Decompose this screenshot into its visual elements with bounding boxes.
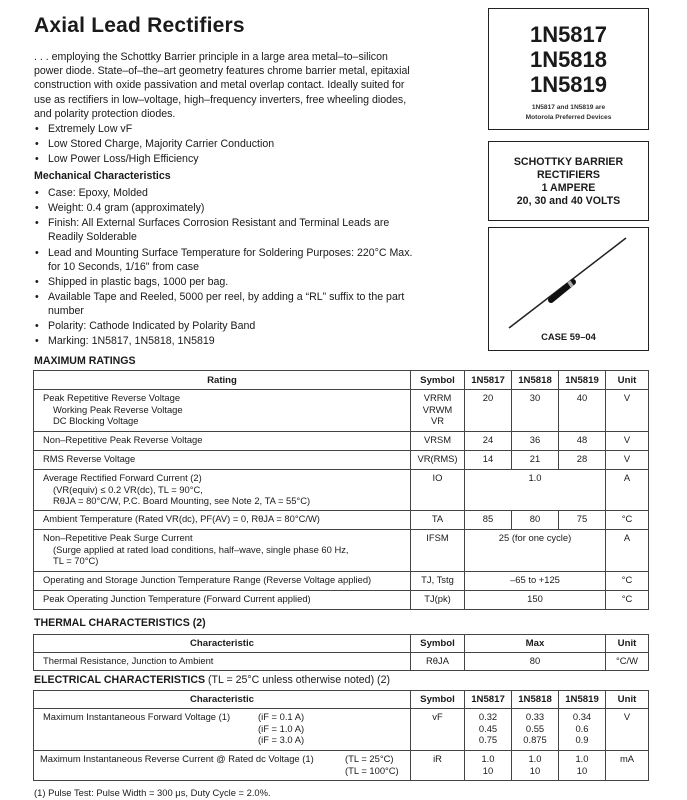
value-text: 0.875 [523,734,547,745]
symbol-cell: TA [411,511,465,530]
value-text: 0.55 [525,722,545,734]
rating-cell [34,530,411,572]
column-header: 1N5818 [512,691,559,709]
rating-cell: Peak Operating Junction Temperature (Forward Current applied) [34,591,411,610]
column-header: Symbol [411,371,465,390]
part-number-box [488,8,649,130]
condition-text: (TL = 25°C) [345,753,394,764]
value-cell: 14 [465,451,512,470]
symbol-cell: TJ(pk) [411,591,465,610]
rating-text: (Surge applied at rated load conditions, half–wave, single phase 60 Hz, [53,543,349,555]
value-text: 0.33 [525,711,545,722]
column-header: 1N5817 [465,371,512,390]
unit-cell: °C/W [606,653,649,671]
value-text: 1.0 [528,753,542,764]
symbol-cell: vF [411,709,465,751]
unit-cell: V [606,390,649,432]
footnote: (1) Pulse Test: Pulse Width = 300 μs, Duty Cycle = 2.0%. [34,787,271,798]
column-header: Symbol [411,691,465,709]
table-row [34,591,649,610]
value-text: 0.45 [478,722,498,734]
unit-cell: V [606,709,649,751]
rating-text: (VR(equiv) ≤ 0.2 VR(dc), TL = 90°C, [53,483,203,495]
value-cell: 80 [465,653,606,671]
summary-line: SCHOTTKY BARRIER [513,156,624,168]
symbol-cell: iR [411,751,465,781]
list-item: • Polarity: Cathode Indicated by Polarity Band [34,319,419,333]
symbol-cell: IO [411,470,465,511]
value-text: 0.6 [575,722,589,734]
list-item: • Low Power Loss/High Efficiency [34,152,274,166]
value-cell [559,709,606,751]
value-cell [465,751,512,781]
column-header: Unit [606,635,649,653]
summary-box [488,141,649,221]
rating-text: Working Peak Reverse Voltage [53,403,183,415]
condition-text: (iF = 3.0 A) [258,734,305,745]
table-row [34,451,649,470]
list-item: • Extremely Low vF [34,122,274,136]
preferred-note: 1N5817 and 1N5819 are [531,104,606,111]
rating-cell: Ambient Temperature (Rated VR(dc), PF(AV) = 0, RθJA = 80°C/W) [34,511,411,530]
value-cell [512,709,559,751]
table-header-row [34,635,649,653]
value-cell: 80 [512,511,559,530]
rating-text: Average Rectified Forward Current (2) [43,472,202,483]
column-header: 1N5818 [512,371,559,390]
value-cell [465,709,512,751]
column-header: 1N5819 [559,691,606,709]
value-cell: 30 [512,390,559,432]
column-header: 1N5819 [559,371,606,390]
max-ratings-heading: MAXIMUM RATINGS [34,355,136,367]
unit-cell: V [606,451,649,470]
symbol-cell: RθJA [411,653,465,671]
table-row [34,751,649,781]
value-cell [512,751,559,781]
summary-line: 1 AMPERE [541,182,596,194]
list-item: • Shipped in plastic bags, 1000 per bag. [34,275,419,289]
electrical-title: ELECTRICAL CHARACTERISTICS [34,674,206,686]
rating-text: TL = 70°C) [53,555,99,566]
value-text: 10 [482,764,494,776]
symbol-text: VR [430,415,445,426]
table-row [34,530,649,572]
value-text: 1.0 [575,753,589,764]
table-row [34,653,649,671]
column-header: Characteristic [34,635,411,653]
feature-list [34,122,274,168]
column-header: 1N5817 [465,691,512,709]
part-number: 1N5819 [529,72,608,97]
thermal-table [33,634,649,671]
value-text: 0.9 [575,734,589,745]
part-number: 1N5818 [529,47,608,72]
symbol-cell: VRSM [411,432,465,451]
rating-text: Non–Repetitive Peak Surge Current [43,532,193,543]
characteristic-cell [34,709,411,751]
case-label: CASE 59–04 [541,331,596,342]
value-cell: –65 to +125 [465,572,606,591]
condition-list [345,753,399,776]
value-cell: 20 [465,390,512,432]
preferred-note: Motorola Preferred Devices [525,114,612,121]
table-header-row [34,371,649,390]
characteristic-text: Maximum Instantaneous Forward Voltage (1) [43,711,231,722]
list-item: • Case: Epoxy, Molded [34,186,419,200]
value-cell: 28 [559,451,606,470]
rating-cell: Non–Repetitive Peak Reverse Voltage [34,432,411,451]
rating-cell: Operating and Storage Junction Temperature Range (Reverse Voltage applied) [34,572,411,591]
condition-text: (iF = 1.0 A) [258,722,305,734]
list-item: • Available Tape and Reeled, 5000 per reel, by adding a “RL” suffix to the part number [34,290,419,318]
list-item: • Weight: 0.4 gram (approximately) [34,201,419,215]
value-cell: 48 [559,432,606,451]
list-item: • Marking: 1N5817, 1N5818, 1N5819 [34,334,419,348]
rating-text: Peak Repetitive Reverse Voltage [43,392,181,403]
value-text: 0.32 [478,711,498,722]
part-number: 1N5817 [529,22,608,47]
thermal-heading: THERMAL CHARACTERISTICS (2) [34,617,206,629]
unit-cell: A [606,470,649,511]
table-row [34,511,649,530]
electrical-conditions: (TL = 25°C unless otherwise noted) (2) [208,674,390,686]
mechanical-heading: Mechanical Characteristics [34,170,171,182]
table-row [34,572,649,591]
electrical-table [33,690,649,781]
unit-cell: °C [606,572,649,591]
column-header: Unit [606,371,649,390]
rating-cell: RMS Reverse Voltage [34,451,411,470]
condition-list [258,711,304,746]
condition-text: (iF = 0.1 A) [258,711,305,722]
value-cell: 150 [465,591,606,610]
max-ratings-table [33,370,649,610]
unit-cell: °C [606,591,649,610]
symbol-cell: TJ, Tstg [411,572,465,591]
characteristic-cell [34,751,411,781]
column-header: Symbol [411,635,465,653]
value-text: 1.0 [481,753,495,764]
value-cell: 1.0 [465,470,606,511]
symbol-cell: VR(RMS) [411,451,465,470]
column-header: Characteristic [34,691,411,709]
column-header: Max [465,635,606,653]
rating-text: RθJA = 80°C/W, P.C. Board Mounting, see Note 2, TA = 55°C) [53,495,311,506]
case-drawing-box [488,227,649,351]
value-cell: 75 [559,511,606,530]
list-item: • Low Stored Charge, Majority Carrier Conduction [34,137,274,151]
value-cell: 85 [465,511,512,530]
summary-line: 20, 30 and 40 VOLTS [516,195,621,207]
value-cell: 40 [559,390,606,432]
table-header-row [34,691,649,709]
symbol-text: VRWM [422,403,453,415]
mechanical-list [34,186,419,350]
symbol-text: VRRM [423,392,452,403]
characteristic-cell: Thermal Resistance, Junction to Ambient [34,653,411,671]
rating-cell [34,470,411,511]
value-cell [559,751,606,781]
column-header: Unit [606,691,649,709]
unit-cell: °C [606,511,649,530]
unit-cell: V [606,432,649,451]
symbol-cell: IFSM [411,530,465,572]
value-text: 10 [576,764,588,776]
column-header: Rating [34,371,411,390]
value-cell: 36 [512,432,559,451]
page-title: Axial Lead Rectifiers [34,14,245,37]
list-item: • Finish: All External Surfaces Corrosion Resistant and Terminal Leads are Readily Solderable [34,216,419,244]
unit-cell: A [606,530,649,572]
table-row [34,390,649,432]
symbol-cell [411,390,465,432]
table-row [34,709,649,751]
intro-paragraph: . . . employing the Schottky Barrier principle in a large area metal–to–silicon power diode. State–of–the–art geometry features chrome barrier metal, epitaxial construction with oxide passivation and metal overlap contact. Ideally suited for use as rectifiers in low–voltage, high–frequency inverters, free wheeling diodes, and polarity protection diodes. [34,51,410,120]
unit-cell: mA [606,751,649,781]
value-cell: 24 [465,432,512,451]
rating-text: DC Blocking Voltage [53,415,139,426]
table-row [34,432,649,451]
value-text: 0.75 [478,734,498,745]
value-cell: 25 (for one cycle) [465,530,606,572]
electrical-heading [34,674,390,686]
condition-text: (TL = 100°C) [345,764,399,776]
value-cell: 21 [512,451,559,470]
summary-line: RECTIFIERS [537,169,600,181]
table-row [34,470,649,511]
list-item: • Lead and Mounting Surface Temperature for Soldering Purposes: 220°C Max. for 10 Seconds, 1/16" from case [34,246,419,274]
value-text: 0.34 [572,711,592,722]
value-text: 10 [529,764,541,776]
rating-cell [34,390,411,432]
characteristic-text: Maximum Instantaneous Reverse Current @ Rated dc Voltage (1) [40,753,314,764]
